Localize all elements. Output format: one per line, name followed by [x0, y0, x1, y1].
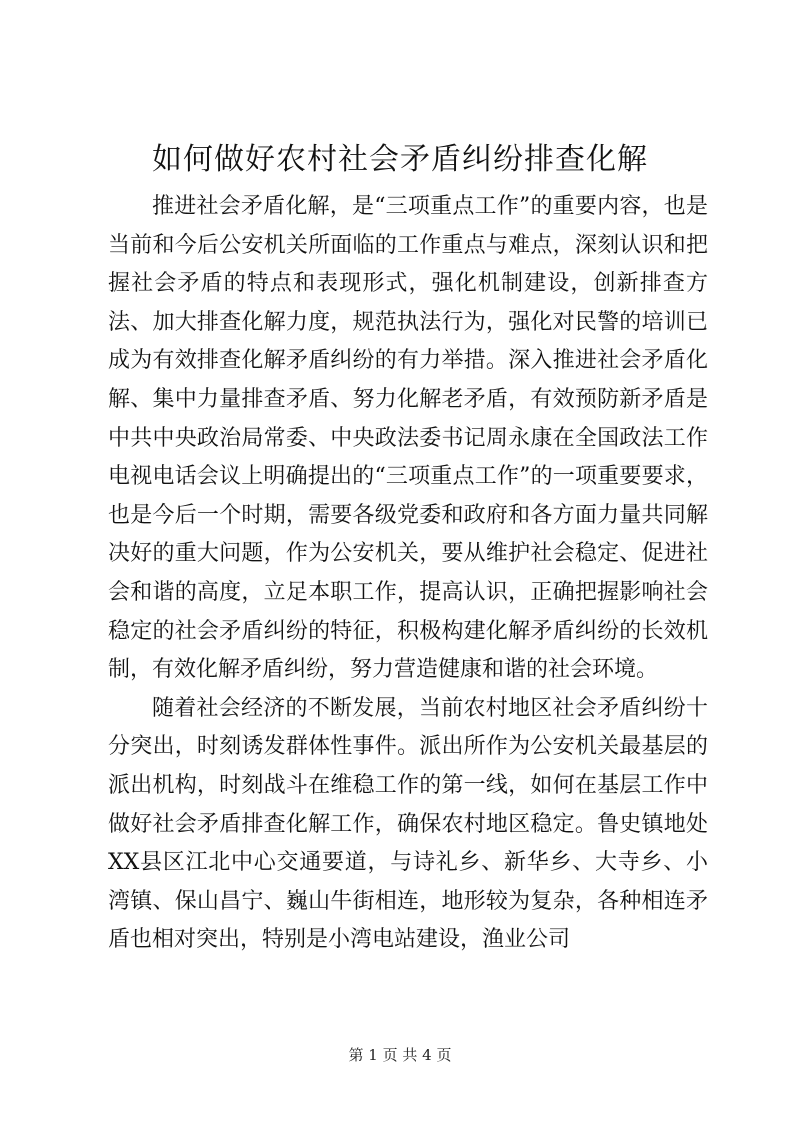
- paragraph-1: 推进社会矛盾化解，是“三项重点工作”的重要内容，也是当前和今后公安机关所面临的工作重点与难点，深刻认识和把握社会矛盾的特点和表现形式，强化机制建设，创新排查方法、加大排查化解力度，规范执法行为，强化对民警的培训已成为有效排查化解矛盾纠纷的有力举措。深入推进社会矛盾化解、集中力量排查矛盾、努力化解老矛盾，有效预防新矛盾是中共中央政治局常委、中央政法委书记周永康在全国政法工作电视电话会议上明确提出的“三项重点工作”的一项重要要求，也是今后一个时期，需要各级党委和政府和各方面力量共同解决好的重大问题，作为公安机关，要从维护社会稳定、促进社会和谐的高度，立足本职工作，提高认识，正确把握影响社会稳定的社会矛盾纠纷的特征，积极构建化解矛盾纠纷的长效机制，有效化解矛盾纠纷，努力营造健康和谐的社会环境。: [108, 194, 708, 683]
- document-title: 如何做好农村社会矛盾纠纷排查化解: [152, 142, 648, 177]
- page-number-footer: 第 1 页 共 4 页: [348, 1046, 452, 1064]
- document-body: [108, 188, 708, 960]
- paragraph-2: 随着社会经济的不断发展，当前农村地区社会矛盾纠纷十分突出，时刻诱发群体性事件。派出所作为公安机关最基层的派出机构，时刻战斗在维稳工作的第一线，如何在基层工作中做好社会矛盾排查化解工作，确保农村地区稳定。鲁史镇地处XX县区江北中心交通要道，与诗礼乡、新华乡、大寺乡、小湾镇、保山昌宁、巍山牛街相连，地形较为复杂，各种相连矛盾也相对突出，特别是小湾电站建设，渔业公司: [108, 695, 708, 953]
